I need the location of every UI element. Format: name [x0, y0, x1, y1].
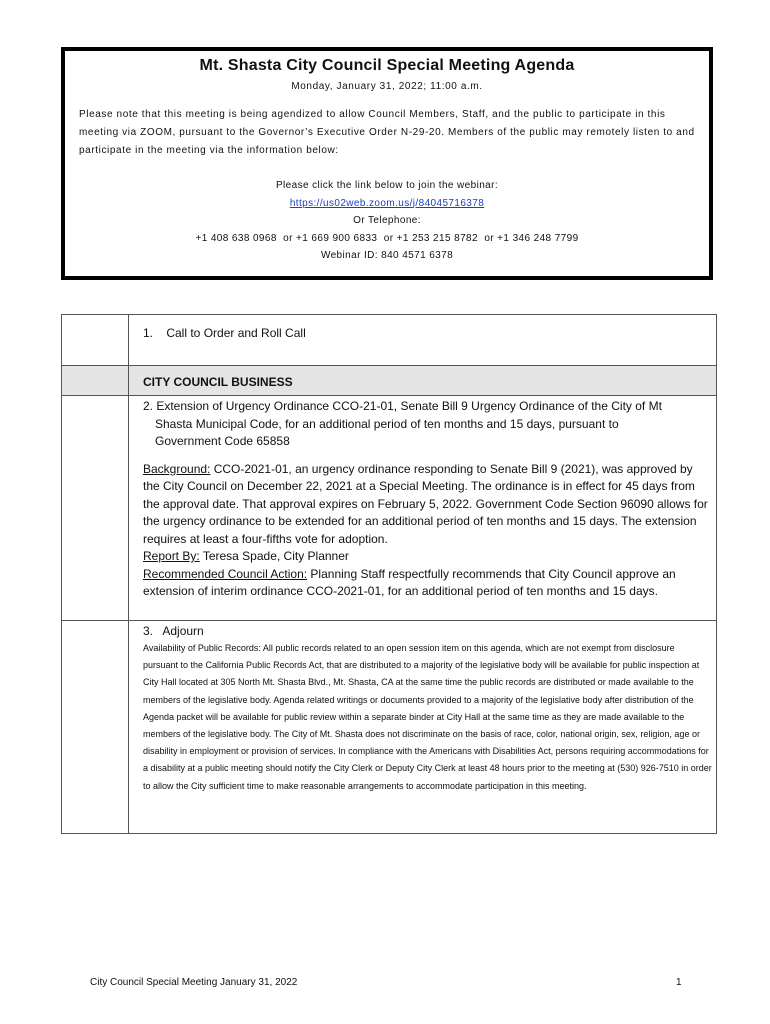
agenda-row-adjourn — [62, 620, 716, 833]
agenda-table — [61, 314, 717, 834]
footer-text: City Council Special Meeting January 31, 2022 — [90, 977, 298, 988]
meeting-info-box — [61, 47, 713, 280]
telephone-numbers: +1 408 638 0968 or +1 669 900 6833 or +1 253 215 8782 or +1 346 248 7799 — [195, 232, 579, 244]
section-title: CITY COUNCIL BUSINESS — [143, 375, 293, 389]
report-label: Report By: — [143, 549, 200, 563]
item-2-details — [143, 461, 716, 601]
zoom-notice: Please note that this meeting is being agendized to allow Council Members, Staff, and the public to participate in this meeting via ZOOM, pursuant to the Governor’s Executive Order N-29-20. Members of the public may remotely listen to and participate in the meeting via the information below: — [79, 109, 695, 156]
webinar-link[interactable]: https://us02web.zoom.us/j/84045716378 — [289, 197, 485, 209]
adjourn-title: 3. Adjourn — [143, 624, 204, 638]
agenda-section-header — [62, 365, 716, 395]
action-label: Recommended Council Action: — [143, 566, 308, 581]
report-text: Teresa Spade, City Planner — [199, 549, 349, 563]
telephone-label: Or Telephone: — [353, 215, 421, 226]
background-text: CCO-2021-01, an urgency ordinance responding to Senate Bill 9 (2021), was approved by the City Council on December 22, 2021 at a Special Meeting. The ordinance is in effect for 45 days from the approval date. That approval expires on February 5, 2022. Government Code Section 96090 allows for the urgency ordinance to be extended for an additional period of ten months and 15 days. The extension requires at least a four-fifths vote for adoption. — [143, 461, 708, 546]
join-info — [65, 177, 709, 265]
meeting-date-time: Monday, January 31, 2022; 11:00 a.m. — [291, 81, 483, 92]
public-records-notice: Availability of Public Records: All public records related to an open session item on this agenda, which are not exempt from disclosure pursuant to the California Public Records Act, that are distributed to a majority of the legislative body will be available for public inspection at City Hall located at 305 North Mt. Shasta Blvd., Mt. Shasta, CA at the same time the public records are distributed or made available to the members of the legislative body. Agenda related writings or documents provided to a majority of the legislative body after distribution of the Agenda packet will be available for public review within a separate binder at City Hall at the same time as they are made available to the members of the legislative body. The City of Mt. Shasta does not discriminate on the basis of race, color, national origin, sex, religion, age or disability in employment or provision of services. In compliance with the Americans with Disabilities Act, persons requiring accommodations for a disability at a public meeting should notify the City Clerk or Deputy City Clerk at least 48 hours prior to the meeting at (530) 926-7510 in order to allow the City sufficient time to make reasonable arrangements to accommodate participation in this meeting. — [143, 643, 712, 791]
item-2-title: 2. Extension of Urgency Ordinance CCO-21-01, Senate Bill 9 Urgency Ordinance of the City of Mt Shasta Municipal Code, for an additional period of ten months and 15 days, pursuant to Government Code 65858 — [143, 399, 662, 448]
join-prompt: Please click the link below to join the webinar: — [275, 180, 499, 191]
page-title: Mt. Shasta City Council Special Meeting Agenda — [199, 57, 575, 74]
page-number: 1 — [676, 977, 682, 988]
background-label: Background: — [143, 461, 211, 476]
agenda-row-item-2 — [62, 395, 716, 620]
action-text: Planning Staff respectfully recommends that City Council approve an extension of interim ordinance CCO-2021-01, for an additional period of ten months and 15 days. — [143, 566, 676, 598]
agenda-row-call-to-order — [62, 315, 716, 365]
webinar-id: Webinar ID: 840 4571 6378 — [320, 250, 454, 261]
call-to-order: 1. Call to Order and Roll Call — [143, 326, 306, 340]
